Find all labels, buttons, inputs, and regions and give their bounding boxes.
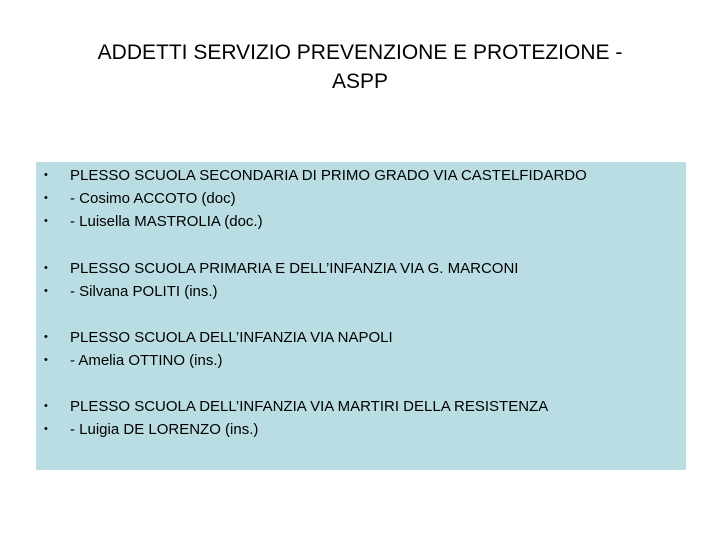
staff-name: - Cosimo ACCOTO bbox=[70, 190, 198, 207]
list-item bbox=[36, 187, 686, 210]
bullet-icon: • bbox=[44, 192, 48, 204]
school-group-castelfidardo bbox=[36, 164, 686, 233]
list-item bbox=[36, 210, 686, 233]
staff-name: - Silvana POLITI bbox=[70, 283, 181, 300]
list-item bbox=[36, 257, 686, 280]
content-box bbox=[36, 162, 686, 470]
slide-title bbox=[30, 38, 690, 96]
bullet-icon: • bbox=[44, 262, 48, 274]
list-item bbox=[36, 395, 686, 418]
staff-entry bbox=[70, 418, 258, 441]
staff-role: (ins.) bbox=[185, 352, 223, 369]
staff-name: - Luigia DE LORENZO bbox=[70, 421, 221, 438]
staff-name: - Amelia OTTINO bbox=[70, 352, 186, 369]
staff-role: (doc) bbox=[197, 190, 236, 207]
list-item bbox=[36, 164, 686, 187]
school-group-marconi bbox=[36, 257, 686, 303]
staff-role: (ins.) bbox=[220, 421, 259, 438]
staff-entry bbox=[70, 280, 218, 303]
school-name: PLESSO SCUOLA DELL’INFANZIA VIA NAPOLI bbox=[70, 329, 393, 346]
bullet-icon: • bbox=[44, 400, 48, 412]
staff-entry bbox=[70, 210, 263, 233]
school-name: PLESSO SCUOLA SECONDARIA DI PRIMO GRADO VIA CASTELFIDARDO bbox=[70, 167, 587, 184]
bullet-icon: • bbox=[44, 331, 48, 343]
staff-entry bbox=[70, 349, 223, 372]
school-group-martiri bbox=[36, 395, 686, 441]
staff-entry bbox=[70, 187, 236, 210]
staff-role: (doc.) bbox=[220, 213, 263, 230]
school-name: PLESSO SCUOLA PRIMARIA E DELL’INFANZIA VIA G. MARCONI bbox=[70, 260, 519, 277]
bullet-icon: • bbox=[44, 215, 48, 227]
staff-name: - Luisella MASTROLIA bbox=[70, 213, 221, 230]
bullet-icon: • bbox=[44, 285, 48, 297]
staff-role: (ins.) bbox=[180, 283, 218, 300]
list-item bbox=[36, 349, 686, 372]
title-line-1: ADDETTI SERVIZIO PREVENZIONE E PROTEZIONE - bbox=[97, 41, 623, 64]
list-item bbox=[36, 326, 686, 349]
title-line-2: ASPP bbox=[331, 70, 389, 93]
list-item bbox=[36, 418, 686, 441]
school-name: PLESSO SCUOLA DELL’INFANZIA VIA MARTIRI DELLA RESISTENZA bbox=[70, 398, 549, 415]
school-group-napoli bbox=[36, 326, 686, 372]
bullet-icon: • bbox=[44, 354, 48, 366]
list-item bbox=[36, 280, 686, 303]
bullet-icon: • bbox=[44, 423, 48, 435]
bullet-icon: • bbox=[44, 169, 48, 181]
